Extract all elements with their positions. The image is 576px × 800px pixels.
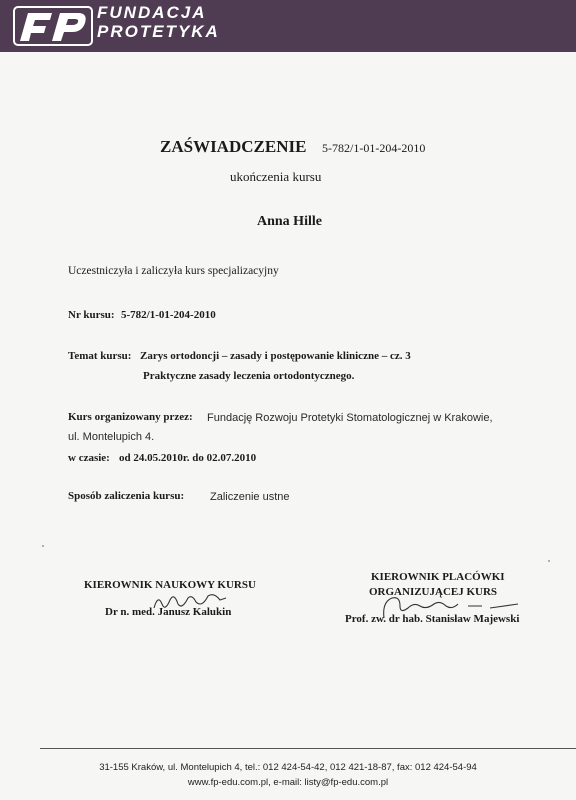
certificate-title: ZAŚWIADCZENIE: [160, 137, 307, 156]
right-signatory-name: Prof. zw. dr hab. Stanisław Majewski: [345, 613, 520, 625]
logo-line-2: PROTETYKA: [97, 22, 220, 41]
organizer-label: Kurs organizowany przez:: [68, 411, 193, 423]
left-signature-icon: [150, 590, 230, 616]
assessment-label: Sposób zaliczenia kursu:: [68, 490, 185, 502]
certificate-number: 5-782/1-01-204-2010: [322, 141, 426, 155]
logo-text: [97, 3, 220, 41]
assessment-value: Zaliczenie ustne: [210, 491, 290, 503]
scan-speck: [42, 545, 44, 547]
completion-statement: Uczestniczyła i zaliczyła kurs specjalizacyjny: [68, 265, 279, 277]
letterhead-banner: [0, 0, 576, 52]
right-signature-icon: [378, 592, 523, 622]
course-number-label: Nr kursu:: [68, 309, 115, 321]
fp-logo-icon: [12, 5, 94, 47]
left-signatory-title: KIEROWNIK NAUKOWY KURSU: [84, 579, 256, 591]
left-signatory-name: Dr n. med. Janusz Kalukin: [105, 606, 232, 618]
footer-web: www.fp-edu.com.pl, e-mail: listy@fp-edu.com.pl: [187, 777, 389, 788]
right-signatory-title-1: KIEROWNIK PLACÓWKI: [371, 571, 505, 583]
topic-label: Temat kursu:: [68, 350, 132, 362]
footer-address: 31-155 Kraków, ul. Montelupich 4, tel.: 012 424-54-42, 012 421-18-87, fax: 012 424-54-94: [99, 762, 477, 773]
topic-line-1: Zarys ortodoncji – zasady i postępowanie kliniczne – cz. 3: [140, 350, 411, 362]
topic-line-2: Praktyczne zasady leczenia ortodontycznego.: [143, 370, 355, 382]
course-number-value: 5-782/1-01-204-2010: [121, 309, 216, 321]
logo-line-1: FUNDACJA: [97, 3, 207, 22]
organizer-address: ul. Montelupich 4.: [68, 431, 155, 443]
organizer-value: Fundację Rozwoju Protetyki Stomatologicznej w Krakowie,: [207, 412, 493, 424]
scan-speck: [548, 560, 550, 562]
period-label: w czasie:: [68, 452, 110, 464]
footer-divider: [40, 748, 576, 749]
participant-name: Anna Hille: [257, 214, 322, 229]
period-value: od 24.05.2010r. do 02.07.2010: [119, 452, 257, 464]
right-signatory-title-2: ORGANIZUJĄCEJ KURS: [369, 586, 498, 598]
certificate-subtitle: ukończenia kursu: [230, 169, 322, 184]
